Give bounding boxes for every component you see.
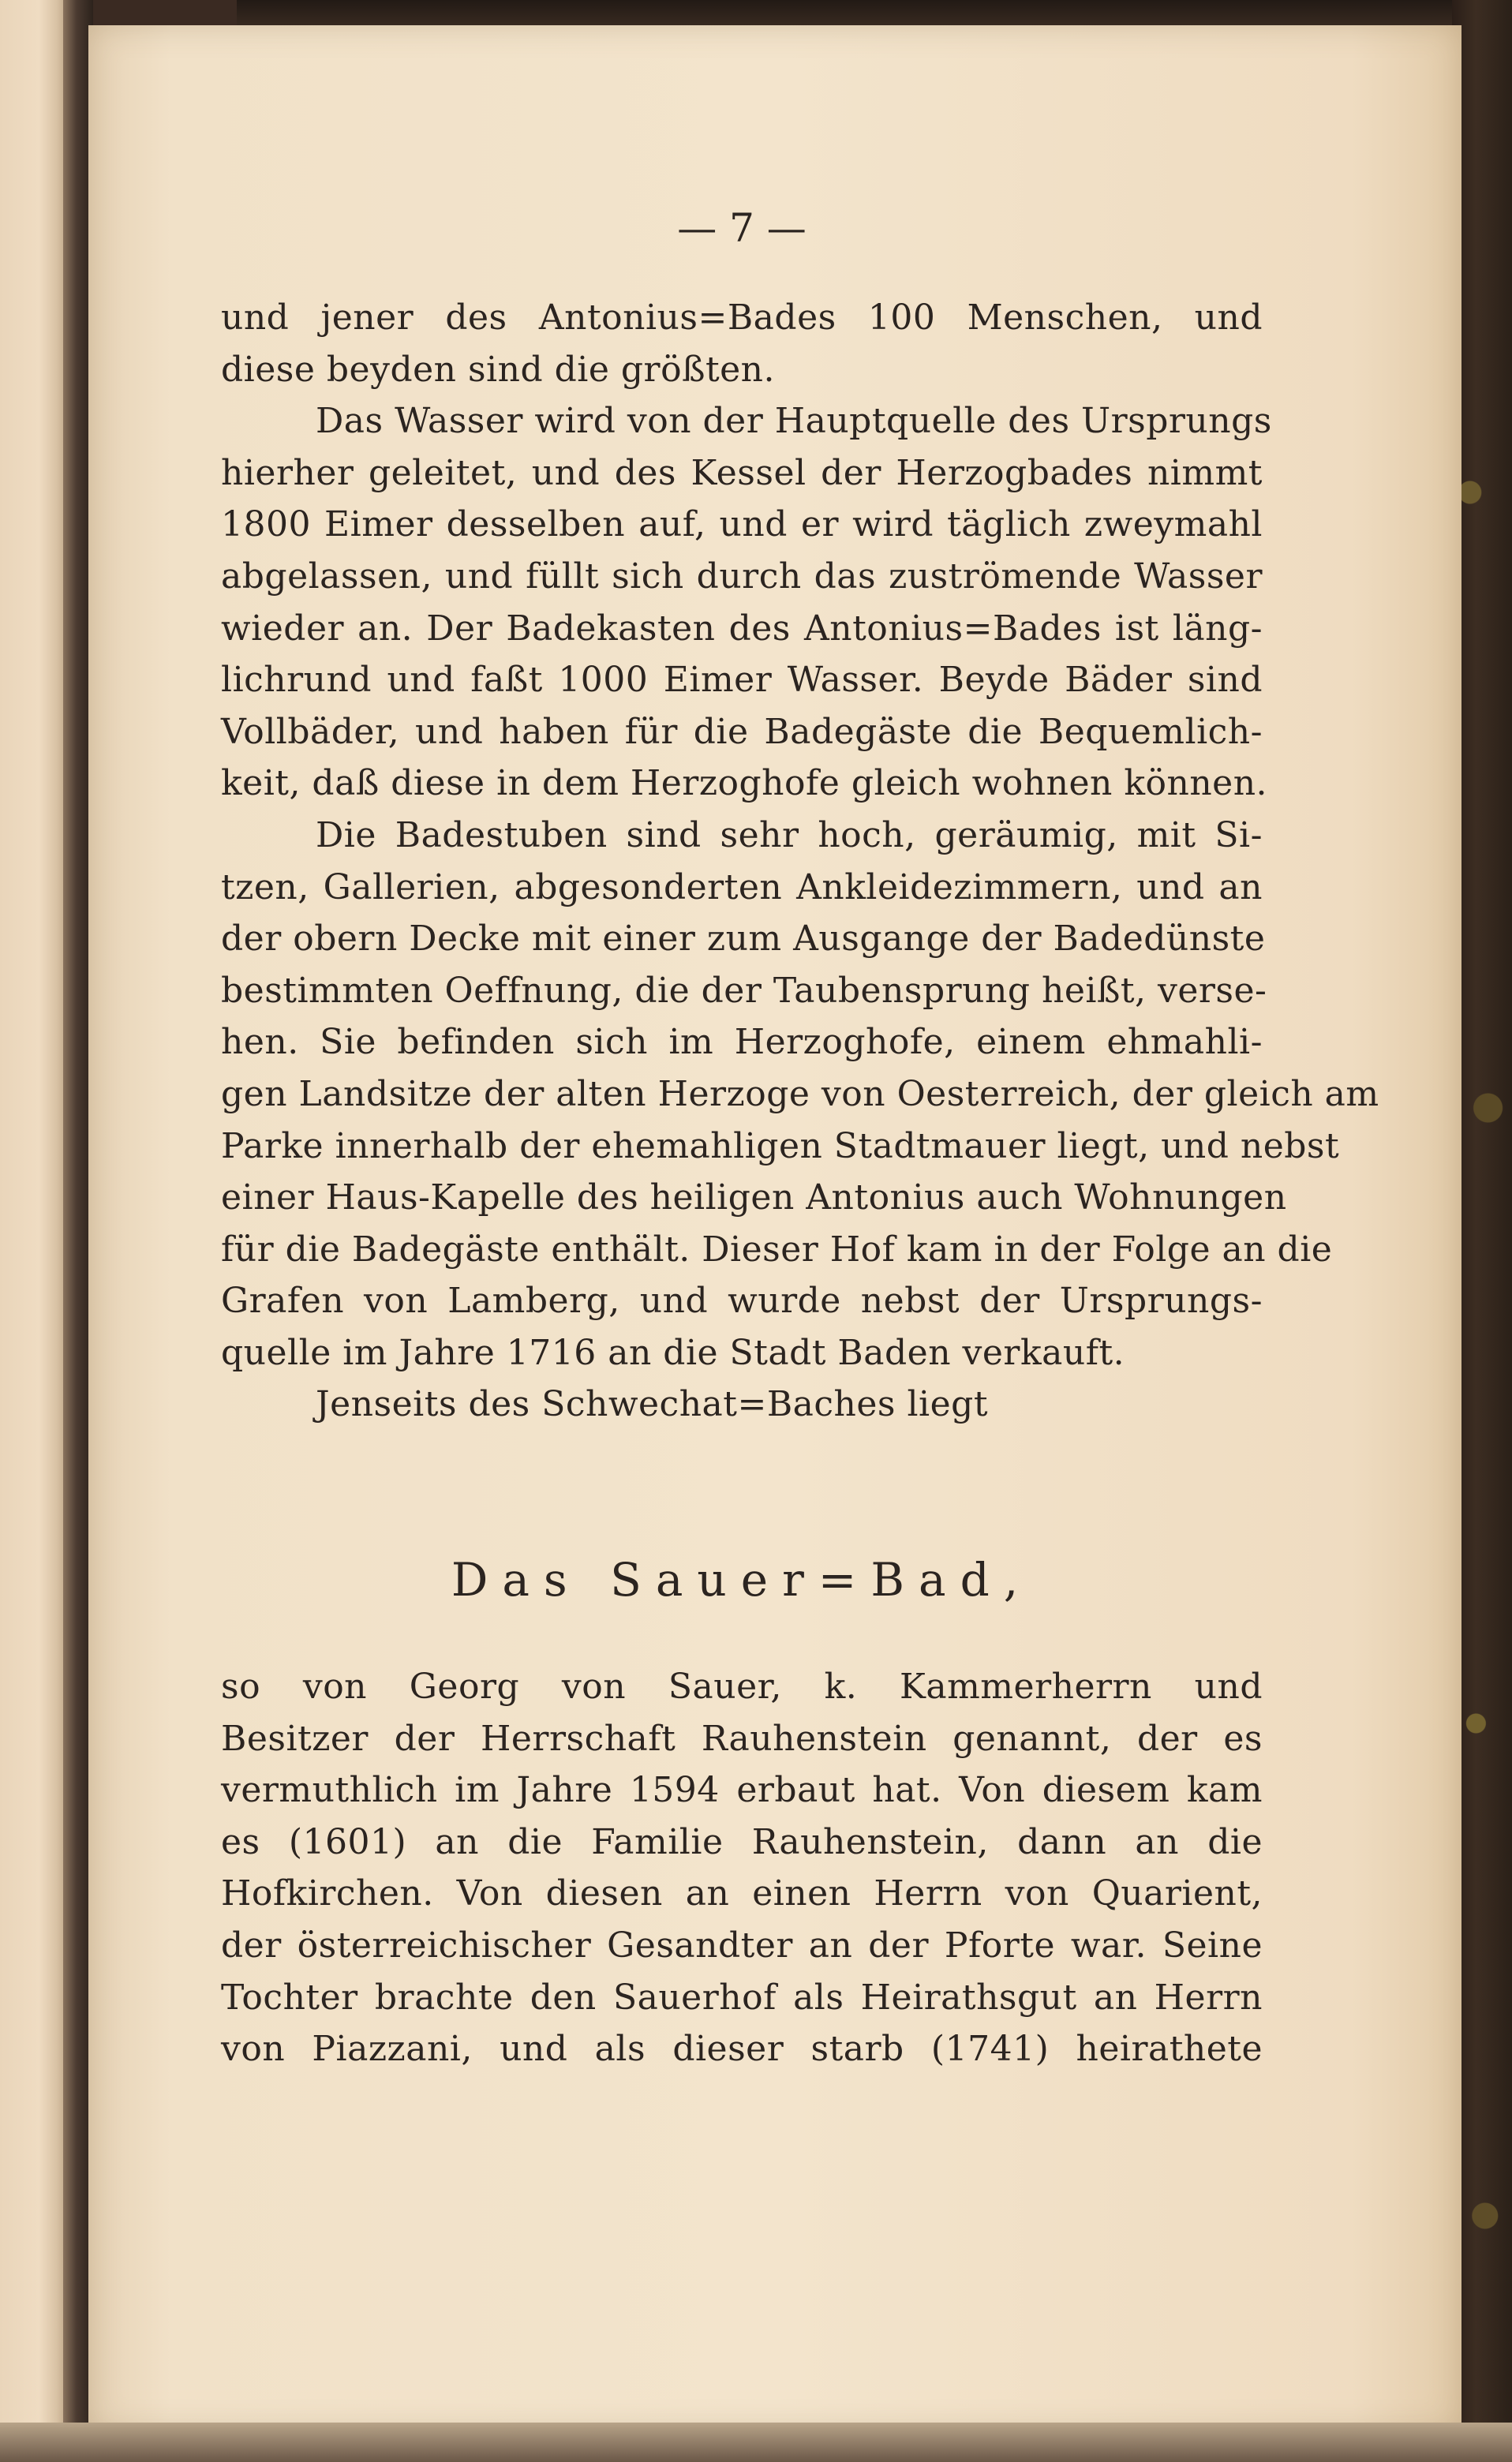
text-line: der obern Decke mit einer zum Ausgange der Badedünste bbox=[221, 919, 1266, 960]
page-number: — 7 — bbox=[677, 205, 807, 251]
text-line: hierher geleitet, und des Kessel der Herzogbades nimmt bbox=[221, 452, 1263, 493]
text-line: der österreichischer Gesandter an der Pforte war. Seine bbox=[221, 1925, 1263, 1966]
text-line: einer Haus-Kapelle des heiligen Antonius auch Wohnungen bbox=[221, 1177, 1287, 1218]
text-line: 1800 Eimer desselben auf, und er wird täglich zweymahl bbox=[221, 504, 1263, 545]
text-line: und jener des Antonius=Bades 100 Menschen, und bbox=[221, 297, 1263, 338]
text-line: diese beyden sind die größten. bbox=[221, 349, 776, 390]
section-heading: Das Sauer=Bad, bbox=[451, 1553, 1033, 1607]
facing-page-edge bbox=[0, 0, 71, 2462]
text-line: Die Badestuben sind sehr hoch, geräumig, mit Si- bbox=[316, 814, 1263, 855]
text-line: quelle im Jahre 1716 an die Stadt Baden verkauft. bbox=[221, 1332, 1125, 1373]
body-text-bottom bbox=[221, 1661, 1263, 2075]
text-line: von Piazzani, und als dieser starb (1741) heirathete bbox=[221, 2029, 1263, 2070]
text-line: Das Wasser wird von der Hauptquelle des Ursprungs bbox=[316, 401, 1272, 442]
text-line: für die Badegäste enthält. Dieser Hof kam in der Folge an die bbox=[221, 1229, 1333, 1270]
text-line: so von Georg von Sauer, k. Kammerherrn und bbox=[221, 1667, 1263, 1707]
text-line: abgelassen, und füllt sich durch das zuströmende Wasser bbox=[221, 556, 1263, 597]
text-line: Grafen von Lamberg, und wurde nebst der Ursprungs- bbox=[221, 1281, 1263, 1322]
text-line: Parke innerhalb der ehemahligen Stadtmauer liegt, und nebst bbox=[221, 1125, 1340, 1166]
text-line: lichrund und faßt 1000 Eimer Wasser. Beyde Bäder sind bbox=[221, 660, 1263, 701]
text-line: Hofkirchen. Von diesen an einen Herrn von Quarient, bbox=[221, 1873, 1263, 1914]
body-text-top bbox=[221, 292, 1379, 1431]
text-line: gen Landsitze der alten Herzoge von Oesterreich, der gleich am bbox=[221, 1073, 1379, 1114]
text-line: keit, daß diese in dem Herzoghofe gleich wohnen können. bbox=[221, 763, 1268, 804]
text-line: hen. Sie befinden sich im Herzoghofe, einem ehmahli- bbox=[221, 1022, 1263, 1063]
text-line: bestimmten Oeffnung, die der Taubensprung heißt, verse- bbox=[221, 970, 1267, 1011]
text-line: wieder an. Der Badekasten des Antonius=Bades ist läng- bbox=[221, 608, 1263, 649]
text-line: Tochter brachte den Sauerhof als Heirathsgut an Herrn bbox=[221, 1977, 1263, 2018]
text-line: Besitzer der Herrschaft Rauhenstein genannt, der es bbox=[221, 1718, 1263, 1759]
text-line: tzen, Gallerien, abgesonderten Ankleidezimmern, und an bbox=[221, 866, 1263, 907]
text-line: vermuthlich im Jahre 1594 erbaut hat. Von diesem kam bbox=[221, 1770, 1263, 1811]
text-line: Vollbäder, und haben für die Badegäste die Bequemlich- bbox=[221, 711, 1263, 752]
page-bottom-edge bbox=[0, 2423, 1512, 2462]
text-line: es (1601) an die Familie Rauhenstein, dann an die bbox=[221, 1821, 1263, 1862]
text-line: Jenseits des Schwechat=Baches liegt bbox=[316, 1384, 988, 1425]
